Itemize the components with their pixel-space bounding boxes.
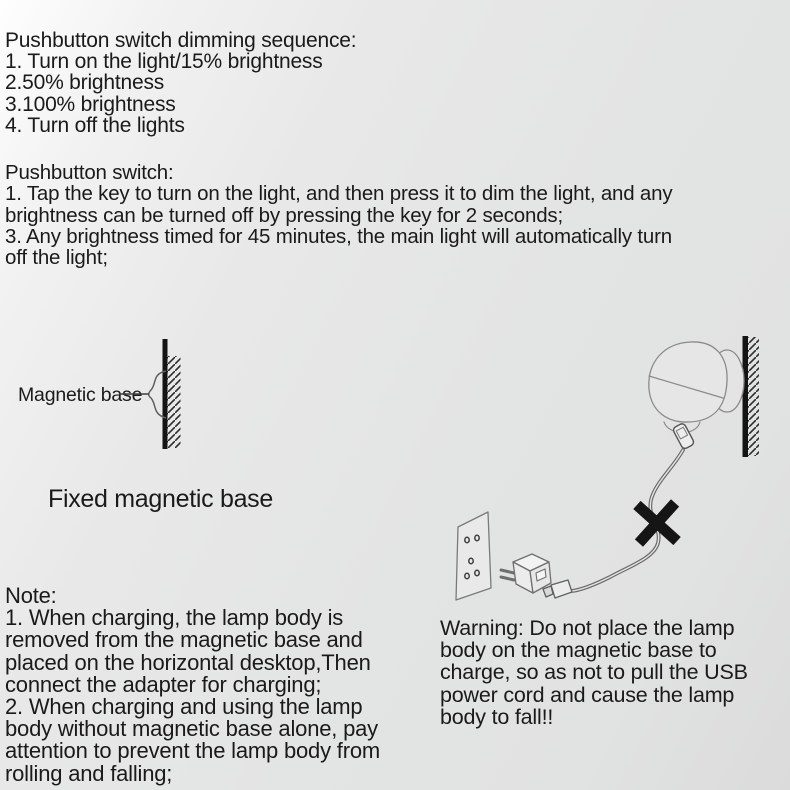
text-line: 2. When charging and using the lamp [5, 694, 363, 720]
text-line: 3. Any brightness timed for 45 minutes, the main light will automatically turn [5, 224, 672, 248]
wall-icon [743, 336, 749, 457]
text-line: power cord and cause the lamp [440, 682, 735, 707]
text-line: rolling and falling; [5, 760, 173, 786]
text-line: charge, so as not to pull the USB [440, 660, 748, 685]
lamp-on-wall-diagram [456, 336, 759, 600]
text-line: 1. Turn on the light/15% brightness [5, 50, 323, 74]
wall-hatching [168, 356, 181, 448]
fixed-magnetic-base-diagram [119, 339, 181, 449]
text-line: attention to prevent the lamp body from [5, 738, 380, 764]
text-line: brightness can be turned off by pressing the key for 2 seconds; [5, 203, 563, 227]
wall-lamp-icon [649, 342, 727, 422]
fixed-magnetic-base-caption: Fixed magnetic base [48, 485, 273, 513]
text-line: placed on the horizontal desktop,Then [5, 649, 371, 675]
wall-hatching [748, 337, 759, 456]
text-line: 4. Turn off the lights [5, 113, 185, 137]
text-line: 3.100% brightness [5, 92, 176, 116]
text-line: connect the adapter for charging; [5, 671, 322, 697]
text-line: body on the magnetic base to [440, 638, 717, 663]
text-line: Pushbutton switch dimming sequence: [5, 29, 357, 52]
text-line: Pushbutton switch: [5, 161, 174, 184]
magnetic-base-label: Magnetic base [18, 384, 143, 406]
text-line: body to fall!! [440, 704, 554, 729]
text-line: Note: [5, 583, 57, 608]
text-line: 1. When charging, the lamp body is [5, 605, 344, 631]
text-line: 2.50% brightness [5, 71, 165, 95]
text-line: 1. Tap the key to turn on the light, and then press it to dim the light, and any [5, 182, 673, 206]
usb-plug-icon [672, 422, 695, 449]
wall-icon [163, 339, 168, 449]
wall-outlet-icon [456, 512, 491, 600]
text-line: off the light; [5, 246, 108, 270]
power-adapter-icon [501, 554, 551, 593]
text-line: body without magnetic base alone, pay [5, 716, 378, 742]
text-line: removed from the magnetic base and [5, 627, 363, 653]
text-line: Warning: Do not place the lamp [440, 616, 735, 640]
